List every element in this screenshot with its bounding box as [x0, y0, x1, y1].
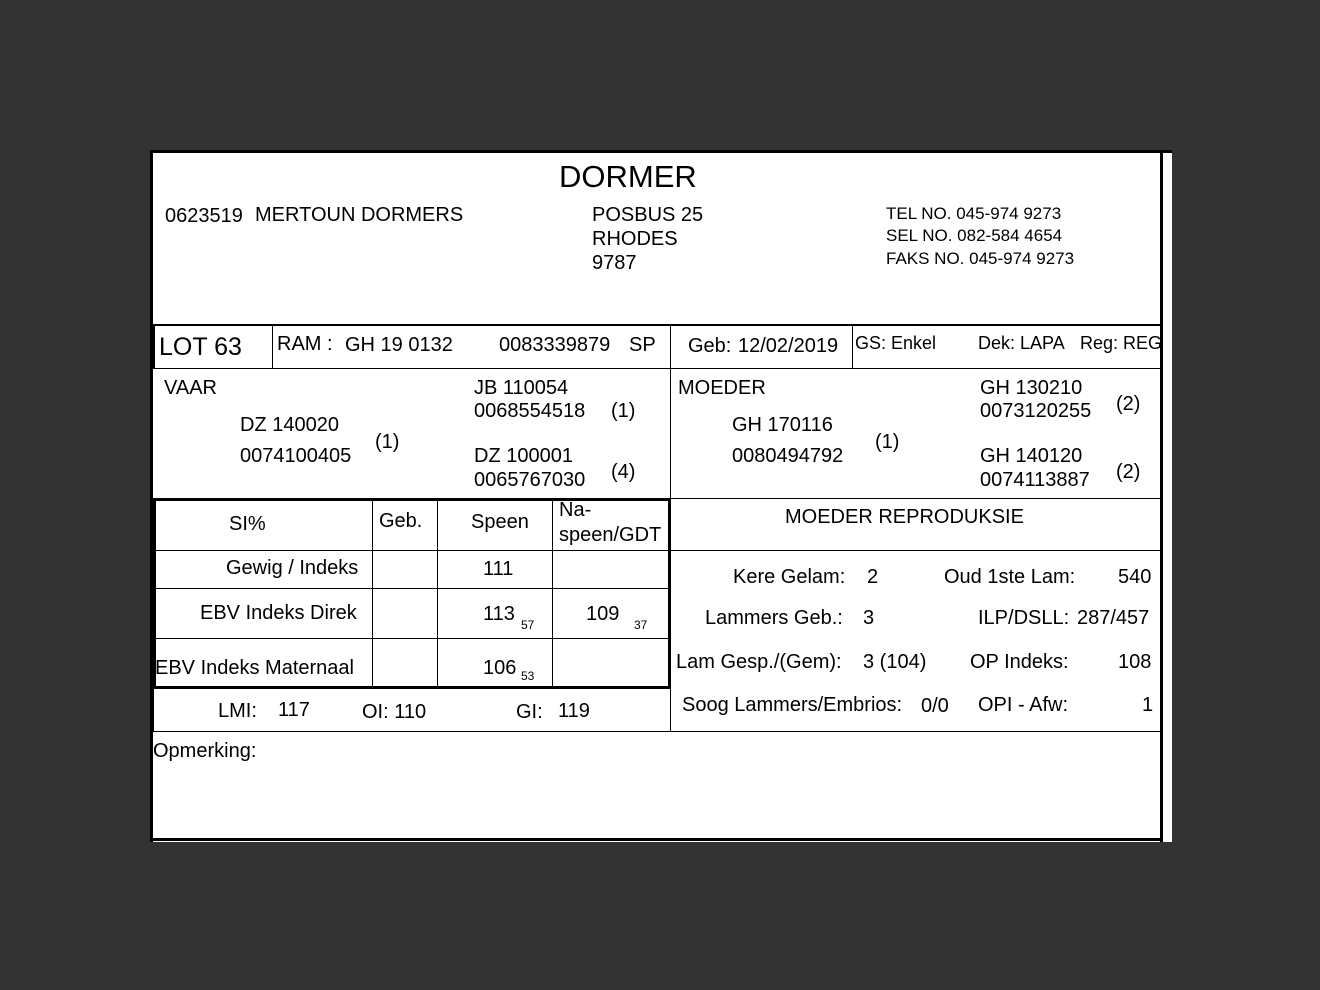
lot-row-top-line	[153, 324, 1161, 326]
si-row-label: EBV Indeks Direk	[200, 602, 357, 624]
ram-number: 0083339879	[499, 334, 611, 356]
gi-label: GI:	[516, 701, 543, 723]
ram-label: RAM :	[277, 333, 333, 355]
lot-number: LOT 63	[159, 333, 242, 361]
opmerking-label: Opmerking:	[153, 740, 257, 762]
vaar-grade: (1)	[375, 431, 400, 453]
si-header-si: SI%	[229, 513, 266, 535]
sale-card	[150, 150, 1172, 842]
opi-label: OPI - Afw:	[978, 694, 1069, 716]
vaar-sire-grade: (1)	[611, 400, 636, 422]
ram-divider	[670, 324, 671, 368]
oud-label: Oud 1ste Lam:	[944, 566, 1076, 588]
si-header-na: Na-	[559, 499, 592, 521]
si-col-divider-3	[552, 498, 553, 688]
repro-title: MOEDER REPRODUKSIE	[785, 506, 1024, 528]
moeder-dam-number: 0074113887	[980, 469, 1090, 491]
breed-title: DORMER	[559, 159, 697, 194]
si-header-speen-gdt: speen/GDT	[559, 524, 662, 546]
repro-top-line	[670, 498, 1161, 499]
lammers-value: 3	[863, 607, 875, 629]
ram-id: GH 19 0132	[345, 334, 453, 356]
gs-value: GS: Enkel	[855, 333, 937, 353]
gesp-label: Lam Gesp./(Gem):	[676, 651, 842, 673]
kere-value: 2	[867, 566, 879, 588]
geb-date: 12/02/2019	[738, 335, 839, 357]
indices-left-line	[153, 688, 154, 732]
si-header-geb: Geb.	[379, 510, 423, 532]
geb-label: Geb:	[688, 335, 732, 357]
lmi-value: 117	[278, 699, 310, 721]
vaar-id: DZ 140020	[240, 414, 339, 436]
si-row-speen: 106	[483, 657, 517, 679]
address-line-3: 9787	[592, 252, 637, 274]
moeder-grade: (1)	[875, 431, 900, 453]
soog-value: 0/0	[921, 695, 949, 717]
breeder-code: 0623519	[165, 205, 243, 227]
lot-divider	[272, 324, 273, 368]
ilp-label: ILP/DSLL:	[978, 607, 1070, 629]
address-line-2: RHODES	[592, 228, 678, 250]
si-table-top-line	[153, 498, 671, 501]
breeder-name: MERTOUN DORMERS	[255, 204, 464, 226]
si-row-line-1	[153, 588, 671, 589]
opi-value: 1	[1142, 694, 1154, 716]
si-header-speen: Speen	[471, 511, 529, 533]
vaar-number: 0074100405	[240, 445, 352, 467]
geb-divider	[852, 324, 853, 368]
op-value: 108	[1118, 651, 1152, 673]
reg-value: Reg: REG	[1080, 333, 1163, 353]
dek-value: Dek: LAPA	[978, 333, 1065, 353]
indices-bottom-line	[153, 731, 1161, 732]
moeder-sire-number: 0073120255	[980, 400, 1092, 422]
moeder-label: MOEDER	[678, 377, 766, 399]
op-label: OP Indeks:	[970, 651, 1069, 673]
vaar-sire-id: JB 110054	[474, 377, 569, 399]
card-border-bottom	[150, 838, 1163, 841]
vaar-dam-grade: (4)	[611, 461, 636, 483]
repro-left-line	[670, 498, 671, 732]
vaar-dam-number: 0065767030	[474, 469, 586, 491]
si-header-line	[153, 550, 671, 551]
ram-type: SP	[629, 334, 656, 356]
vaar-label: VAAR	[164, 377, 217, 399]
si-row-label: EBV Indeks Maternaal	[155, 657, 354, 679]
kere-label: Kere Gelam:	[733, 566, 846, 588]
moeder-number: 0080494792	[732, 445, 844, 467]
vaar-sire-number: 0068554518	[474, 400, 586, 422]
si-table-bottom-line	[153, 686, 671, 689]
oud-value: 540	[1118, 566, 1152, 588]
si-row-speen: 113	[483, 603, 515, 625]
address-line-1: POSBUS 25	[592, 204, 704, 226]
pedigree-divider	[670, 368, 671, 498]
si-row-na-sub: 37	[634, 618, 648, 632]
card-border-top	[150, 150, 1172, 153]
soog-label: Soog Lammers/Embrios:	[682, 694, 903, 716]
si-row-line-2	[153, 638, 671, 639]
contact-tel: TEL NO. 045-974 9273	[886, 204, 1062, 223]
si-row-speen: 111	[483, 558, 514, 580]
moeder-dam-grade: (2)	[1116, 461, 1141, 483]
moeder-id: GH 170116	[732, 414, 833, 436]
contact-sel: SEL NO. 082-584 4654	[886, 226, 1063, 245]
si-col-divider-2	[437, 498, 438, 688]
gi-value: 119	[558, 700, 590, 722]
moeder-sire-id: GH 130210	[980, 377, 1083, 399]
si-row-speen-sub: 57	[521, 618, 535, 632]
oi-value: OI: 110	[362, 701, 427, 723]
pedigree-top-line	[153, 368, 1161, 369]
contact-faks: FAKS NO. 045-974 9273	[886, 249, 1075, 268]
lammers-label: Lammers Geb.:	[705, 607, 843, 629]
si-row-speen-sub: 53	[521, 669, 535, 683]
si-col-divider-1	[372, 498, 373, 688]
vaar-dam-id: DZ 100001	[474, 445, 573, 467]
card-border-left	[150, 150, 153, 842]
gesp-value: 3 (104)	[863, 651, 927, 673]
moeder-dam-id: GH 140120	[980, 445, 1083, 467]
lmi-label: LMI:	[218, 700, 257, 722]
repro-title-line	[670, 550, 1161, 551]
si-row-na: 109	[586, 603, 620, 625]
ilp-value: 287/457	[1077, 607, 1150, 629]
moeder-sire-grade: (2)	[1116, 393, 1141, 415]
lot-row-left-line	[153, 324, 155, 368]
card-border-right	[1160, 150, 1163, 842]
si-row-label: Gewig / Indeks	[226, 557, 359, 579]
